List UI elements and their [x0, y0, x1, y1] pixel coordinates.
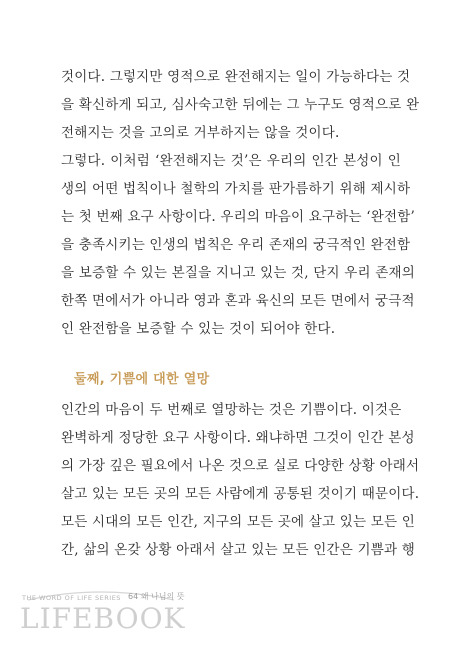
text-line: 모든 시대의 모든 인간, 지구의 모든 곳에 살고 있는 모든 인 [61, 514, 415, 530]
text-line: 완벽하게 정당한 요구 사항이다. 왜냐하면 그것이 인간 본성 [61, 430, 415, 446]
text-line: 을 충족시키는 인생의 법칙은 우리 존재의 궁극적인 완전함 [61, 237, 411, 253]
paragraph-3 [61, 396, 420, 564]
text-line: 것이다. 그렇지만 영적으로 완전해지는 일이 가능하다는 것 [61, 69, 411, 85]
text-line: 살고 있는 모든 곳의 모든 사람에게 공통된 것이기 때문이다. [61, 486, 420, 502]
text-line: 전해지는 것을 고의로 거부하지는 않을 것이다. [61, 125, 340, 141]
lifebook-logo [20, 588, 186, 638]
text-line: 의 가장 깊은 필요에서 나온 것으로 실로 다양한 상황 아래서 [61, 458, 420, 474]
text-line: 간, 삶의 온갖 상황 아래서 살고 있는 모든 인간은 기쁨과 행 [61, 542, 415, 558]
text-line: 는 첫 번째 요구 사항이다. 우리의 마음이 요구하는 ‘완전함’ [61, 209, 415, 225]
text-line: 그렇다. 이처럼 ‘완전해지는 것’은 우리의 인간 본성이 인 [61, 153, 401, 169]
page-number: 64 왜 나님의 뜻 [128, 592, 185, 601]
paragraph-2 [61, 147, 415, 343]
paragraph-1 [61, 63, 420, 147]
text-line: 인간의 마음이 두 번째로 열망하는 것은 기쁨이다. 이것은 [61, 402, 402, 418]
brand-wordmark: LIFEBOOK [20, 602, 186, 635]
text-line: 을 확신하게 되고, 심사숙고한 뒤에는 그 누구도 영적으로 완 [61, 97, 420, 113]
text-line: 을 보증할 수 있는 본질을 지니고 있는 것, 단지 우리 존재의 [61, 265, 415, 281]
series-tagline: THE WORD OF LIFE SERIES [22, 594, 121, 602]
text-line: 인 완전함을 보증할 수 있는 것이 되어야 한다. [61, 321, 336, 337]
text-line: 한쪽 면에서가 아니라 영과 혼과 육신의 모든 면에서 궁극적 [61, 293, 415, 309]
text-line: 생의 어떤 법칙이나 철학의 가치를 판가름하기 위해 제시하 [61, 181, 411, 197]
section-heading: 둘째, 기쁨에 대한 열망 [74, 372, 210, 387]
